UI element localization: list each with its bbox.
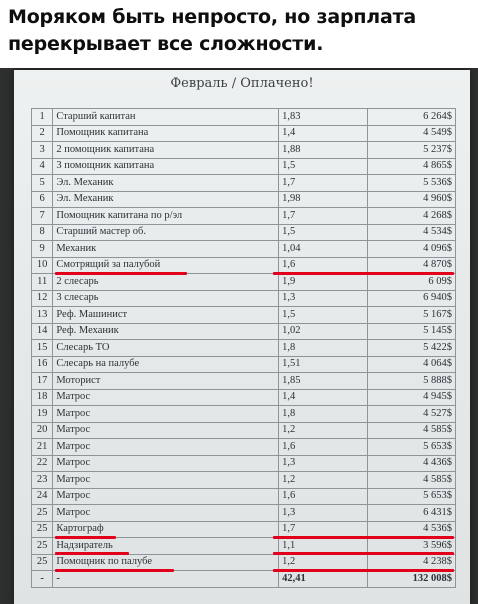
salary-cell: 4 268$ bbox=[367, 208, 455, 225]
row-number: 20 bbox=[32, 422, 53, 439]
salary-cell: 4 534$ bbox=[367, 224, 455, 241]
salary-cell: 4 064$ bbox=[367, 356, 455, 373]
salary-cell: 5 145$ bbox=[367, 323, 455, 340]
salary-cell: 4 870$ bbox=[367, 257, 455, 274]
table-row bbox=[32, 158, 456, 175]
row-number: 25 bbox=[32, 505, 53, 522]
row-number: 2 bbox=[32, 125, 53, 142]
table-row bbox=[32, 488, 456, 505]
row-number: 15 bbox=[32, 340, 53, 357]
coefficient-cell: 1,5 bbox=[279, 158, 367, 175]
total-coefficient-cell: 42,41 bbox=[279, 571, 367, 588]
coefficient-cell: 1,51 bbox=[279, 356, 367, 373]
coefficient-cell: 1,3 bbox=[279, 290, 367, 307]
salary-cell: 5 422$ bbox=[367, 340, 455, 357]
coefficient-cell: 1,9 bbox=[279, 274, 367, 291]
salary-cell: 5 237$ bbox=[367, 142, 455, 159]
position-cell: Реф. Машинист bbox=[53, 307, 279, 324]
total-row bbox=[32, 571, 456, 588]
row-number: 7 bbox=[32, 208, 53, 225]
row-number: 11 bbox=[32, 274, 53, 291]
position-cell: Помощник по палубе bbox=[53, 554, 279, 571]
coefficient-cell: 1,6 bbox=[279, 439, 367, 456]
coefficient-cell: 1,85 bbox=[279, 373, 367, 390]
row-number: 3 bbox=[32, 142, 53, 159]
position-cell: Матрос bbox=[53, 505, 279, 522]
salary-cell: 5 536$ bbox=[367, 175, 455, 192]
position-cell: Смотрящий за палубой bbox=[53, 257, 279, 274]
coefficient-cell: 1,6 bbox=[279, 488, 367, 505]
coefficient-cell: 1,5 bbox=[279, 224, 367, 241]
salary-cell: 3 596$ bbox=[367, 538, 455, 555]
table-row bbox=[32, 323, 456, 340]
table-row bbox=[32, 373, 456, 390]
red-underline-mark bbox=[55, 569, 174, 572]
salary-cell: 4 527$ bbox=[367, 406, 455, 423]
row-number: 17 bbox=[32, 373, 53, 390]
table-row bbox=[32, 175, 456, 192]
position-cell: Матрос bbox=[53, 439, 279, 456]
document-photo bbox=[0, 68, 478, 604]
row-number: 1 bbox=[32, 109, 53, 126]
row-number: 4 bbox=[32, 158, 53, 175]
salary-cell: 6 09$ bbox=[367, 274, 455, 291]
coefficient-cell: 1,2 bbox=[279, 554, 367, 571]
row-number: 25 bbox=[32, 554, 53, 571]
row-number: 16 bbox=[32, 356, 53, 373]
total-row-number: - bbox=[32, 571, 53, 588]
position-cell: 2 слесарь bbox=[53, 274, 279, 291]
table-row bbox=[32, 191, 456, 208]
table-row bbox=[32, 505, 456, 522]
total-position-cell: - bbox=[53, 571, 279, 588]
table-row bbox=[32, 455, 456, 472]
table-row bbox=[32, 439, 456, 456]
coefficient-cell: 1,7 bbox=[279, 521, 367, 538]
coefficient-cell: 1,7 bbox=[279, 175, 367, 192]
salary-table bbox=[31, 108, 456, 588]
position-cell: 3 слесарь bbox=[53, 290, 279, 307]
table-row bbox=[32, 241, 456, 258]
position-cell: Матрос bbox=[53, 455, 279, 472]
red-underline-mark bbox=[273, 569, 454, 572]
coefficient-cell: 1,2 bbox=[279, 422, 367, 439]
table-row bbox=[32, 274, 456, 291]
red-underline-mark bbox=[55, 536, 117, 539]
table-row bbox=[32, 290, 456, 307]
coefficient-cell: 1,02 bbox=[279, 323, 367, 340]
row-number: 25 bbox=[32, 538, 53, 555]
table-row bbox=[32, 406, 456, 423]
position-cell: Эл. Механик bbox=[53, 175, 279, 192]
red-underline-mark bbox=[55, 272, 187, 275]
sheet-title: Февраль / Оплачено! bbox=[170, 76, 314, 91]
row-number: 10 bbox=[32, 257, 53, 274]
row-number: 5 bbox=[32, 175, 53, 192]
coefficient-cell: 1,6 bbox=[279, 257, 367, 274]
position-cell: Эл. Механик bbox=[53, 191, 279, 208]
salary-cell: 4 238$ bbox=[367, 554, 455, 571]
salary-sheet bbox=[14, 70, 470, 604]
coefficient-cell: 1,4 bbox=[279, 125, 367, 142]
position-cell: Матрос bbox=[53, 389, 279, 406]
salary-cell: 5 167$ bbox=[367, 307, 455, 324]
salary-cell: 5 653$ bbox=[367, 439, 455, 456]
position-cell: Матрос bbox=[53, 422, 279, 439]
row-number: 18 bbox=[32, 389, 53, 406]
table-row bbox=[32, 142, 456, 159]
salary-cell: 6 940$ bbox=[367, 290, 455, 307]
coefficient-cell: 1,8 bbox=[279, 340, 367, 357]
coefficient-cell: 1,2 bbox=[279, 472, 367, 489]
row-number: 21 bbox=[32, 439, 53, 456]
row-number: 24 bbox=[32, 488, 53, 505]
coefficient-cell: 1,3 bbox=[279, 505, 367, 522]
position-cell: Моторист bbox=[53, 373, 279, 390]
table-row bbox=[32, 208, 456, 225]
row-number: 19 bbox=[32, 406, 53, 423]
row-number: 13 bbox=[32, 307, 53, 324]
coefficient-cell: 1,7 bbox=[279, 208, 367, 225]
position-cell: Надзиратель bbox=[53, 538, 279, 555]
row-number: 25 bbox=[32, 521, 53, 538]
salary-cell: 4 096$ bbox=[367, 241, 455, 258]
red-underline-mark bbox=[273, 536, 454, 539]
row-number: 22 bbox=[32, 455, 53, 472]
coefficient-cell: 1,83 bbox=[279, 109, 367, 126]
row-number: 8 bbox=[32, 224, 53, 241]
table-row bbox=[32, 472, 456, 489]
coefficient-cell: 1,1 bbox=[279, 538, 367, 555]
salary-cell: 5 888$ bbox=[367, 373, 455, 390]
coefficient-cell: 1,8 bbox=[279, 406, 367, 423]
coefficient-cell: 1,4 bbox=[279, 389, 367, 406]
row-number: 23 bbox=[32, 472, 53, 489]
salary-cell: 6 431$ bbox=[367, 505, 455, 522]
position-cell: Матрос bbox=[53, 472, 279, 489]
table-row bbox=[32, 109, 456, 126]
position-cell: Матрос bbox=[53, 406, 279, 423]
position-cell: Слесарь на палубе bbox=[53, 356, 279, 373]
position-cell: Механик bbox=[53, 241, 279, 258]
red-underline-mark bbox=[55, 552, 129, 555]
table-row bbox=[32, 125, 456, 142]
red-underline-mark bbox=[273, 552, 454, 555]
salary-cell: 4 436$ bbox=[367, 455, 455, 472]
table-row bbox=[32, 389, 456, 406]
coefficient-cell: 1,04 bbox=[279, 241, 367, 258]
row-number: 14 bbox=[32, 323, 53, 340]
position-cell: Картограф bbox=[53, 521, 279, 538]
salary-cell: 4 549$ bbox=[367, 125, 455, 142]
salary-cell: 6 264$ bbox=[367, 109, 455, 126]
table-row bbox=[32, 307, 456, 324]
position-cell: Слесарь ТО bbox=[53, 340, 279, 357]
total-salary-cell: 132 008$ bbox=[367, 571, 455, 588]
position-cell: 2 помощник капитана bbox=[53, 142, 279, 159]
coefficient-cell: 1,3 bbox=[279, 455, 367, 472]
table-row bbox=[32, 356, 456, 373]
salary-cell: 4 536$ bbox=[367, 521, 455, 538]
salary-cell: 4 585$ bbox=[367, 472, 455, 489]
red-underline-mark bbox=[273, 272, 454, 275]
salary-cell: 4 585$ bbox=[367, 422, 455, 439]
position-cell: Помощник капитана bbox=[53, 125, 279, 142]
row-number: 6 bbox=[32, 191, 53, 208]
table-row bbox=[32, 340, 456, 357]
position-cell: Матрос bbox=[53, 488, 279, 505]
position-cell: Реф. Механик bbox=[53, 323, 279, 340]
table-row bbox=[32, 224, 456, 241]
coefficient-cell: 1,88 bbox=[279, 142, 367, 159]
post-caption: Моряком быть непросто, но зарплата перекрывает все сложности. bbox=[8, 6, 417, 55]
salary-cell: 5 653$ bbox=[367, 488, 455, 505]
position-cell: Помощник капитана по р/эл bbox=[53, 208, 279, 225]
position-cell: Старший капитан bbox=[53, 109, 279, 126]
table-row bbox=[32, 422, 456, 439]
row-number: 12 bbox=[32, 290, 53, 307]
salary-cell: 4 865$ bbox=[367, 158, 455, 175]
coefficient-cell: 1,5 bbox=[279, 307, 367, 324]
salary-cell: 4 960$ bbox=[367, 191, 455, 208]
row-number: 9 bbox=[32, 241, 53, 258]
coefficient-cell: 1,98 bbox=[279, 191, 367, 208]
position-cell: 3 помощник капитана bbox=[53, 158, 279, 175]
salary-cell: 4 945$ bbox=[367, 389, 455, 406]
position-cell: Старший мастер об. bbox=[53, 224, 279, 241]
